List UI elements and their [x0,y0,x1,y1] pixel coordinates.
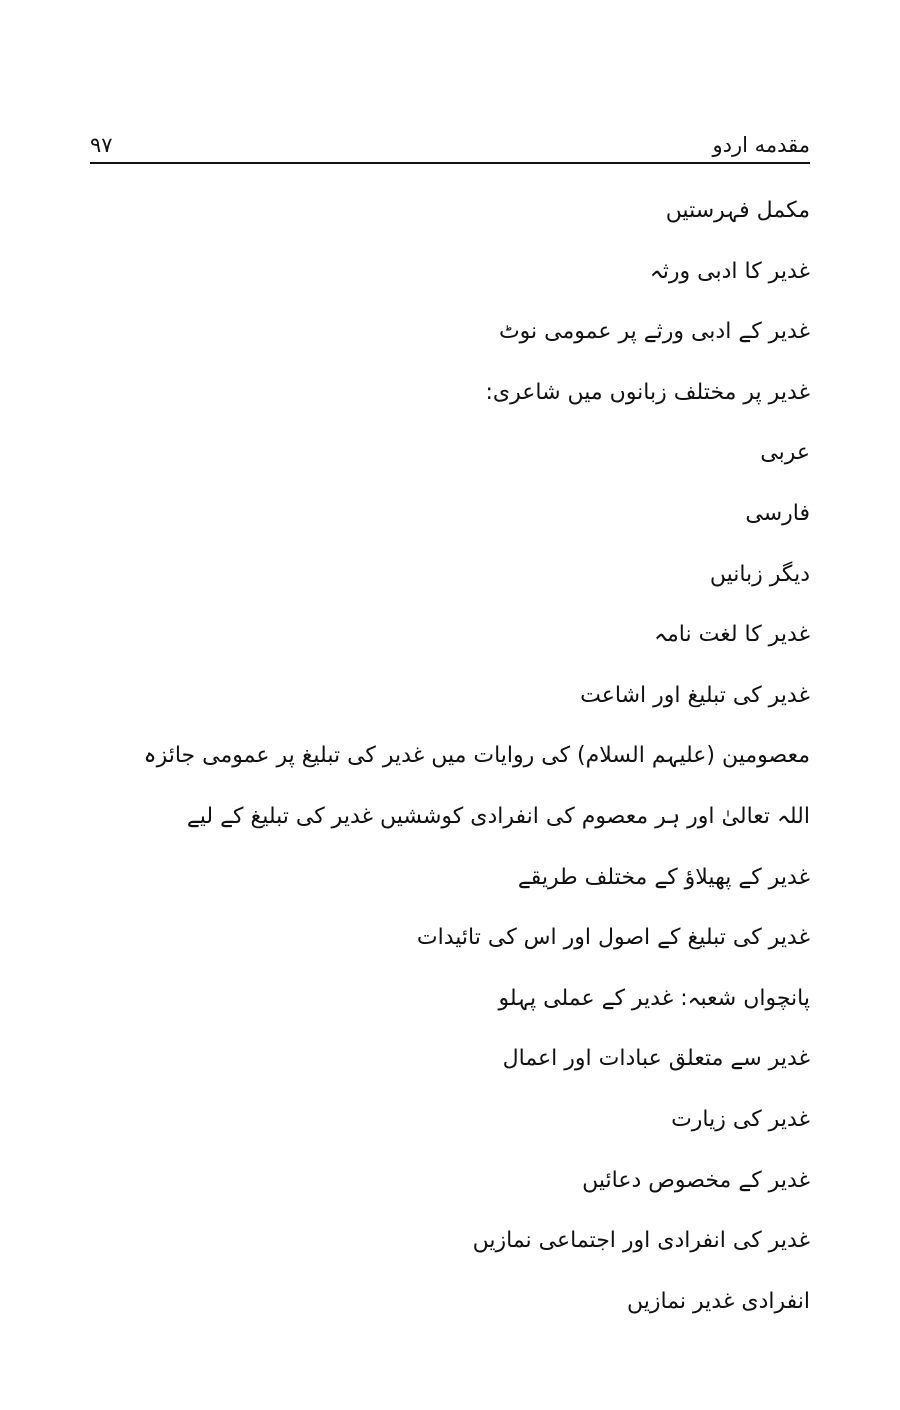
toc-item: غدیر کا لغت نامہ [654,622,810,648]
toc-item: غدیر سے متعلق عبادات اور اعمال [502,1046,810,1072]
toc-item: غدیر کی زیارت [671,1106,810,1132]
toc-item: اللہ تعالیٰ اور ہر معصوم کی انفرادی کوششیں غدیر کی تبلیغ کے لیے [186,803,810,829]
page-number: ۹۷ [90,133,113,157]
toc-item: غدیر کے پھیلاؤ کے مختلف طریقے [517,864,810,890]
toc-item: معصومین (علیہم السلام) کی روایات میں غدیر کی تبلیغ پر عمومی جائزہ [143,743,810,769]
toc-item: غدیر کے ادبی ورثے پر عمومی نوٹ [498,319,810,345]
toc-item: عربی [760,440,810,466]
toc-item: انفرادی غدیر نمازیں [627,1288,810,1314]
toc-item: پانچواں شعبہ: غدیر کے عملی پہلو [498,985,810,1011]
toc-item: غدیر کی تبلیغ اور اشاعت [580,682,810,708]
toc-item: دیگر زبانیں [709,561,810,587]
toc-item: غدیر کی انفرادی اور اجتماعی نمازیں [472,1228,810,1254]
toc-item: غدیر کا ادبی ورثہ [649,258,810,284]
toc-item: غدیر پر مختلف زبانوں میں شاعری: [485,379,810,405]
toc-item: غدیر کے مخصوص دعائیں [582,1167,810,1193]
table-of-contents [90,191,810,1342]
toc-item: فارسی [745,500,810,526]
toc-item: مکمل فہرستیں [665,198,810,223]
page-header [90,128,810,164]
toc-item: غدیر کی تبلیغ کے اصول اور اس کی تائیدات [416,925,810,951]
header-title: مقدمه اردو [712,133,810,157]
